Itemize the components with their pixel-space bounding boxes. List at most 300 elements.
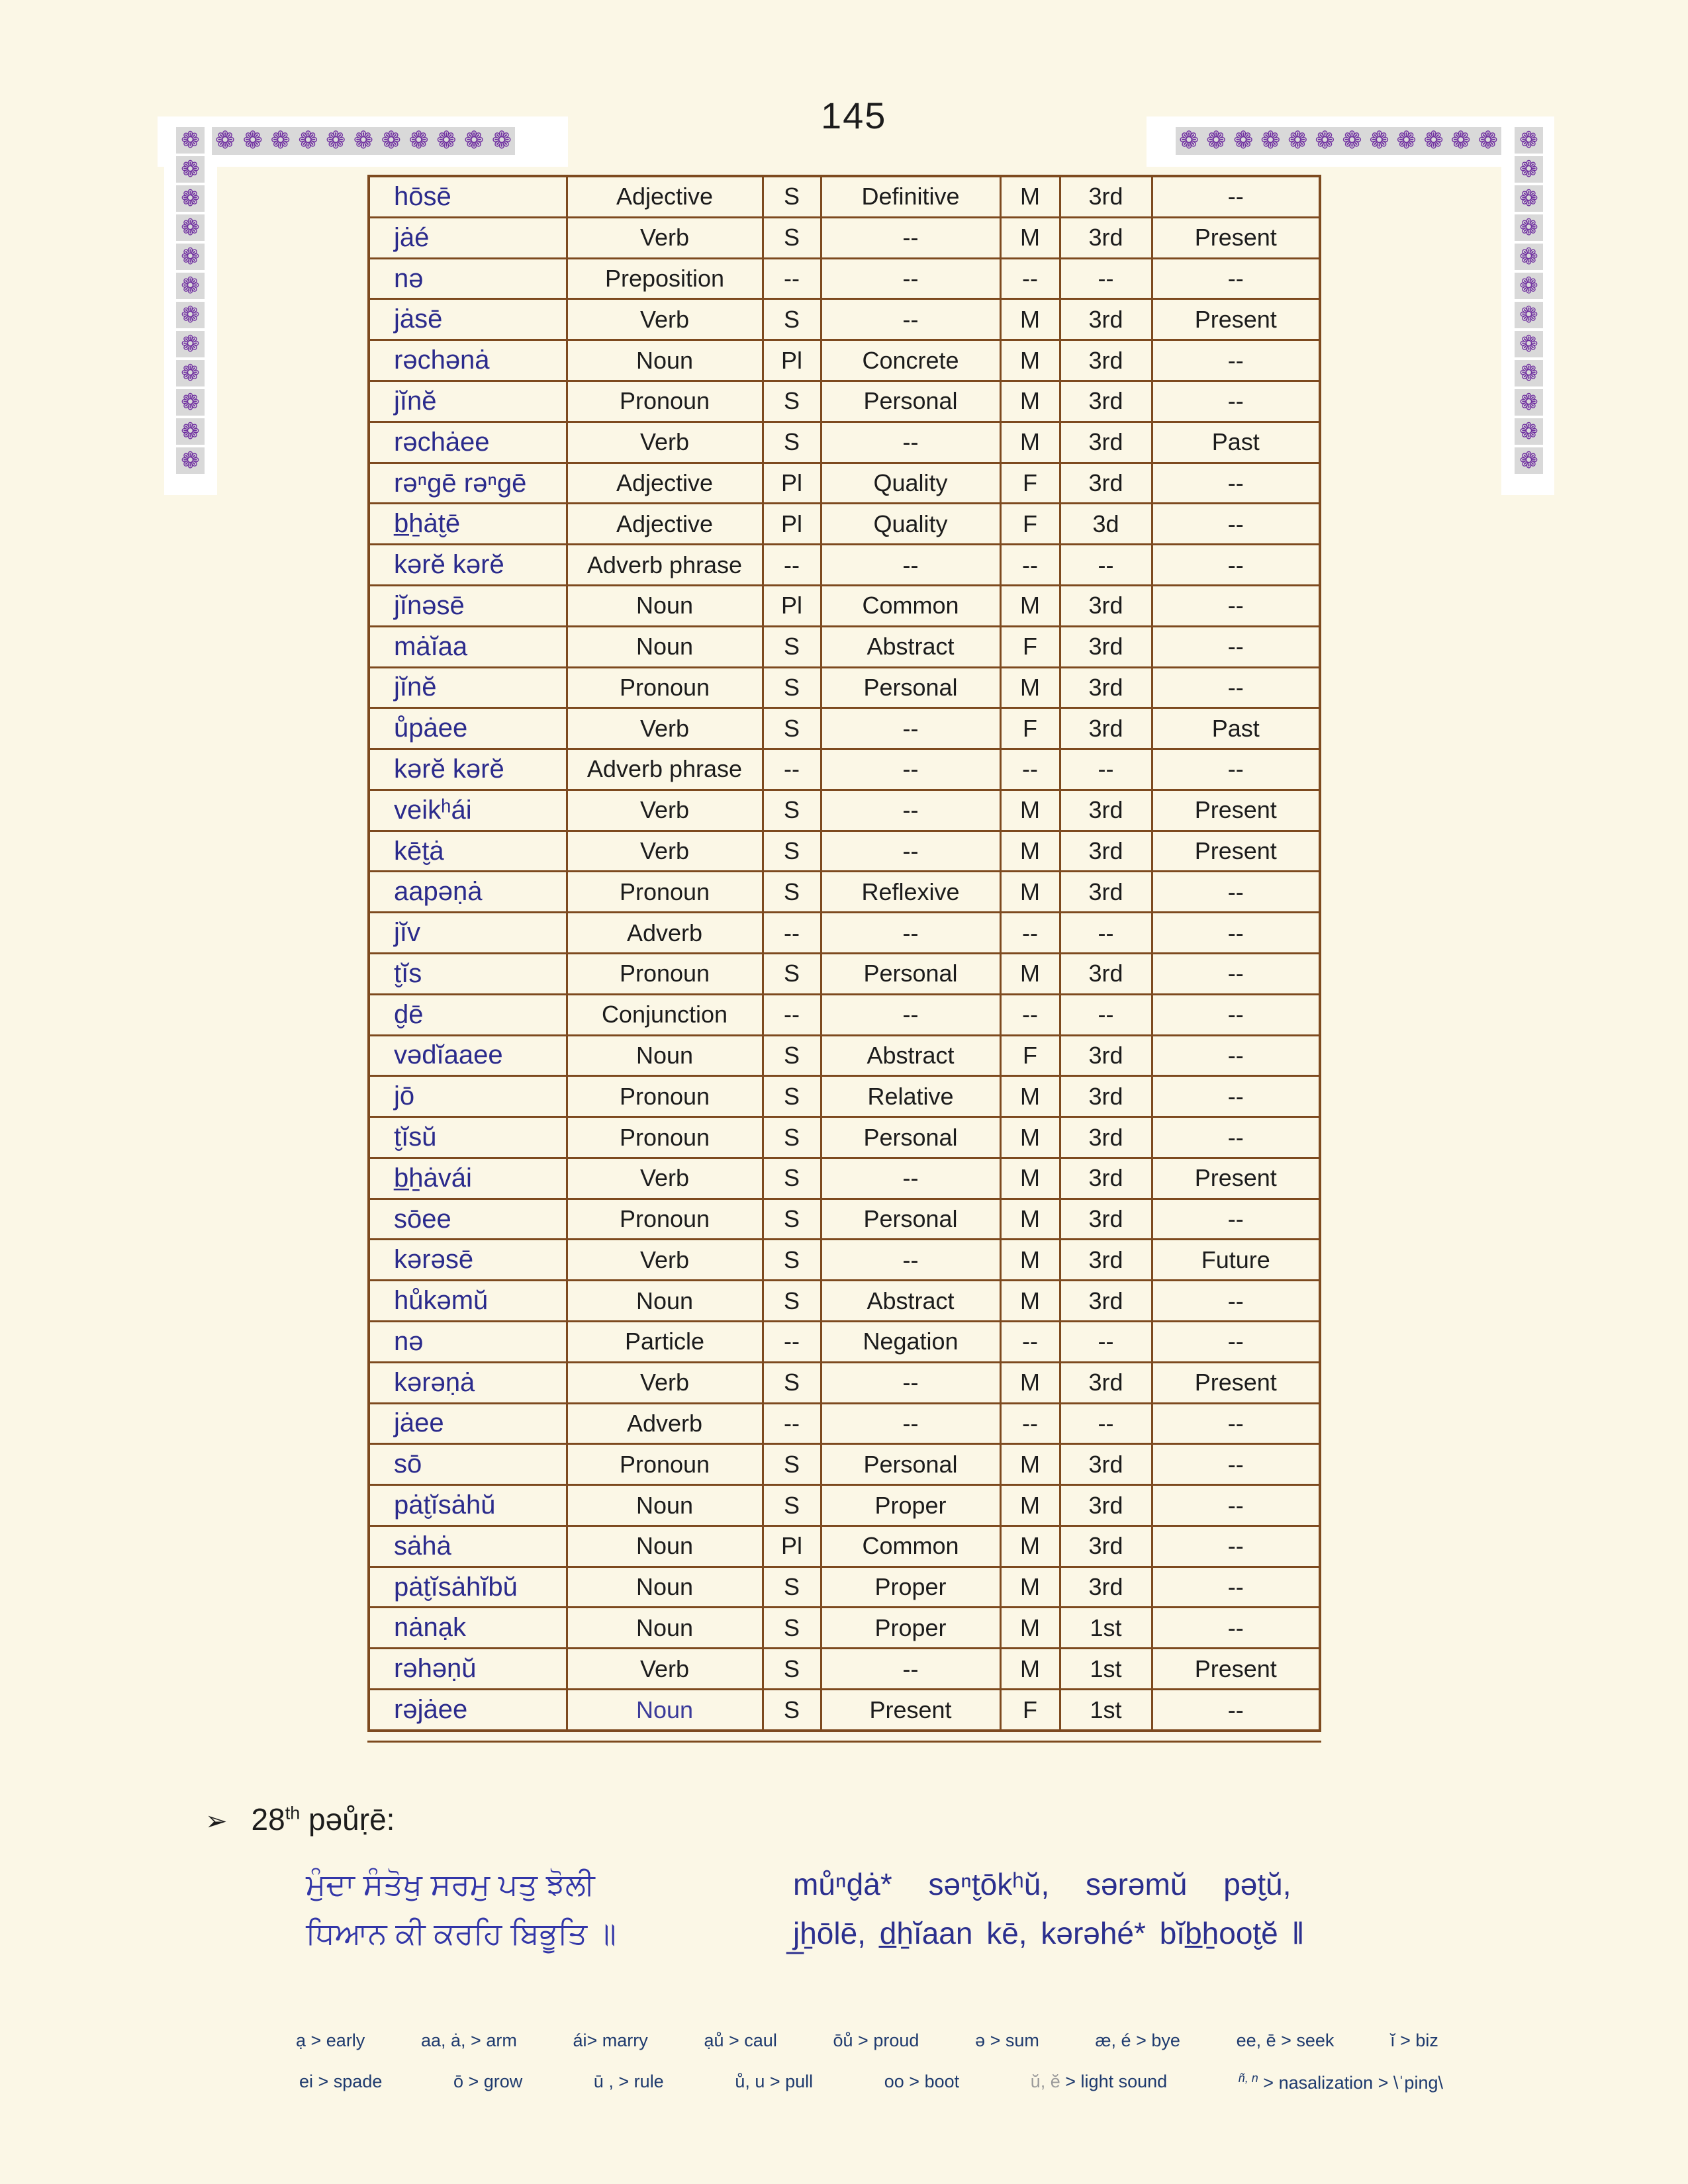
flower-icon: ❁: [464, 127, 485, 154]
cell-tense: Present: [1152, 217, 1320, 258]
table-row: [369, 1240, 1320, 1281]
flower-tile: [176, 360, 205, 387]
cell-part-of-speech: Particle: [567, 1322, 763, 1363]
cell-part-of-speech: Adverb phrase: [567, 545, 763, 586]
cell-word: rəchənȧ: [369, 340, 567, 381]
cell-tense: --: [1152, 340, 1320, 381]
pronunciation-key-row: [299, 2071, 1443, 2093]
flower-icon: ❁: [1519, 389, 1538, 416]
flower-tile: [1515, 214, 1543, 241]
cell-word: jȧee: [369, 1403, 567, 1444]
cell-number: S: [763, 176, 821, 217]
cell-person: 3rd: [1060, 872, 1152, 913]
cell-subtype: Negation: [821, 1322, 1000, 1363]
flower-icon: ❁: [1519, 273, 1538, 299]
cell-person: 3d: [1060, 504, 1152, 545]
cell-subtype: Proper: [821, 1567, 1000, 1608]
flower-icon: ❁: [181, 127, 200, 154]
cell-number: S: [763, 381, 821, 422]
table-row: [369, 422, 1320, 463]
cell-part-of-speech: Noun: [567, 1035, 763, 1076]
cell-part-of-speech: Noun: [567, 1690, 763, 1731]
flower-icon: ❁: [215, 127, 236, 154]
cell-person: 3rd: [1060, 831, 1152, 872]
cell-word: kərəṇȧ: [369, 1362, 567, 1403]
cell-tense: --: [1152, 1690, 1320, 1731]
flower-icon: ❁: [1519, 185, 1538, 212]
transliteration-line: j̲ẖōlē, d̲ẖĭaan kē, kərəhé* bĭb̲ẖoot̮ĕ ‖: [793, 1916, 1305, 1950]
cell-part-of-speech: Verb: [567, 831, 763, 872]
cell-gender: F: [1000, 463, 1060, 504]
cell-gender: M: [1000, 299, 1060, 340]
cell-tense: Past: [1152, 422, 1320, 463]
table-row: [369, 1690, 1320, 1731]
cell-tense: Present: [1152, 299, 1320, 340]
cell-part-of-speech: Adverb: [567, 913, 763, 954]
cell-number: S: [763, 1608, 821, 1649]
cell-word: pȧt̮ĭsȧhŭ: [369, 1485, 567, 1526]
cell-number: S: [763, 626, 821, 667]
cell-part-of-speech: Verb: [567, 217, 763, 258]
cell-word: jȧé: [369, 217, 567, 258]
cell-number: S: [763, 299, 821, 340]
table-row: [369, 708, 1320, 749]
cell-gender: M: [1000, 176, 1060, 217]
cell-number: --: [763, 994, 821, 1035]
cell-subtype: Abstract: [821, 1035, 1000, 1076]
cell-number: Pl: [763, 340, 821, 381]
cell-subtype: --: [821, 913, 1000, 954]
cell-number: S: [763, 1649, 821, 1690]
flower-tile: [1515, 273, 1543, 299]
cell-person: 3rd: [1060, 953, 1152, 994]
flower-icon: ❁: [1233, 127, 1254, 154]
cell-person: 3rd: [1060, 790, 1152, 831]
cell-part-of-speech: Verb: [567, 422, 763, 463]
flower-icon: ❁: [1519, 302, 1538, 328]
table-row: [369, 381, 1320, 422]
table-row: [369, 176, 1320, 217]
flower-tile: [1515, 244, 1543, 270]
flower-icon: ❁: [181, 185, 200, 212]
cell-word: sō: [369, 1444, 567, 1485]
flower-tile: [176, 302, 205, 328]
flower-icon: ❁: [181, 302, 200, 328]
cell-part-of-speech: Verb: [567, 1158, 763, 1199]
cell-tense: --: [1152, 667, 1320, 708]
cell-word: pȧt̮ĭsȧhĭbŭ: [369, 1567, 567, 1608]
cell-subtype: Quality: [821, 504, 1000, 545]
cell-tense: Present: [1152, 1158, 1320, 1199]
table-row: [369, 1158, 1320, 1199]
cell-number: S: [763, 1076, 821, 1117]
cell-gender: --: [1000, 749, 1060, 790]
pronunciation-key-row: [296, 2030, 1438, 2051]
cell-person: --: [1060, 994, 1152, 1035]
cell-number: S: [763, 422, 821, 463]
table-row: [369, 953, 1320, 994]
cell-person: 3rd: [1060, 340, 1152, 381]
cell-gender: M: [1000, 872, 1060, 913]
cell-subtype: Personal: [821, 381, 1000, 422]
cell-person: --: [1060, 545, 1152, 586]
cell-person: 3rd: [1060, 1240, 1152, 1281]
cell-word: rəⁿgē rəⁿgē: [369, 463, 567, 504]
flower-icon: ❁: [1519, 331, 1538, 357]
flower-icon: ❁: [1315, 127, 1335, 154]
cell-gender: F: [1000, 626, 1060, 667]
cell-number: S: [763, 1158, 821, 1199]
arrow-bullet-icon: ➢: [205, 1806, 228, 1837]
cell-subtype: --: [821, 258, 1000, 299]
flower-icon: ❁: [1519, 214, 1538, 241]
flower-icon: ❁: [181, 447, 200, 474]
cell-tense: --: [1152, 1199, 1320, 1240]
cell-part-of-speech: Verb: [567, 708, 763, 749]
cell-number: S: [763, 1199, 821, 1240]
table-row: [369, 1117, 1320, 1158]
key-item: oo > boot: [884, 2071, 960, 2091]
table-row: [369, 258, 1320, 299]
cell-subtype: --: [821, 217, 1000, 258]
cell-part-of-speech: Verb: [567, 1240, 763, 1281]
cell-number: Pl: [763, 463, 821, 504]
cell-gender: F: [1000, 504, 1060, 545]
flower-column-right: [1515, 127, 1543, 474]
cell-part-of-speech: Noun: [567, 1608, 763, 1649]
cell-gender: --: [1000, 994, 1060, 1035]
cell-gender: M: [1000, 1649, 1060, 1690]
flower-icon: ❁: [1179, 127, 1199, 154]
cell-subtype: --: [821, 994, 1000, 1035]
flower-tile: [1515, 331, 1543, 357]
page-number: 145: [821, 95, 887, 136]
cell-subtype: Abstract: [821, 1281, 1000, 1322]
cell-subtype: Common: [821, 585, 1000, 626]
flower-icon: ❁: [181, 331, 200, 357]
cell-subtype: Personal: [821, 1199, 1000, 1240]
cell-subtype: Reflexive: [821, 872, 1000, 913]
flower-icon: ❁: [1519, 244, 1538, 270]
cell-number: S: [763, 217, 821, 258]
cell-word: rəhəṇŭ: [369, 1649, 567, 1690]
cell-number: --: [763, 1322, 821, 1363]
cell-word: veikʰái: [369, 790, 567, 831]
table-row: [369, 872, 1320, 913]
flower-icon: ❁: [326, 127, 346, 154]
cell-word: kərəsē: [369, 1240, 567, 1281]
cell-tense: --: [1152, 1525, 1320, 1567]
cell-person: 3rd: [1060, 463, 1152, 504]
cell-tense: --: [1152, 585, 1320, 626]
cell-subtype: Personal: [821, 953, 1000, 994]
cell-subtype: --: [821, 1403, 1000, 1444]
cell-tense: --: [1152, 545, 1320, 586]
flower-tile: [176, 418, 205, 445]
cell-part-of-speech: Pronoun: [567, 1076, 763, 1117]
cell-subtype: --: [821, 422, 1000, 463]
cell-person: 1st: [1060, 1608, 1152, 1649]
cell-part-of-speech: Noun: [567, 1525, 763, 1567]
cell-tense: Present: [1152, 1649, 1320, 1690]
cell-tense: --: [1152, 381, 1320, 422]
cell-word: nə: [369, 1322, 567, 1363]
cell-word: b̲ẖȧvái: [369, 1158, 567, 1199]
cell-gender: M: [1000, 831, 1060, 872]
transliteration-line: můⁿd̮ȧ* səⁿt̮ōkʰŭ, sərəmŭ pət̮ŭ,: [793, 1867, 1291, 1901]
flower-icon: ❁: [181, 156, 200, 183]
cell-tense: --: [1152, 749, 1320, 790]
table-row: [369, 1035, 1320, 1076]
table-row: [369, 790, 1320, 831]
table-bottom-rule: [367, 1741, 1321, 1743]
cell-tense: Present: [1152, 1362, 1320, 1403]
cell-person: 3rd: [1060, 176, 1152, 217]
cell-part-of-speech: Verb: [567, 790, 763, 831]
flower-tile: [176, 447, 205, 474]
cell-person: 3rd: [1060, 1362, 1152, 1403]
cell-person: 3rd: [1060, 217, 1152, 258]
cell-number: --: [763, 749, 821, 790]
cell-person: 3rd: [1060, 1525, 1152, 1567]
cell-part-of-speech: Preposition: [567, 258, 763, 299]
cell-tense: --: [1152, 1117, 1320, 1158]
cell-person: --: [1060, 1403, 1152, 1444]
cell-gender: M: [1000, 217, 1060, 258]
flower-tile: [1515, 360, 1543, 387]
key-item: ů, u > pull: [735, 2071, 814, 2091]
key-item-nasalization: $^{ñ, n}$ > nasalization > \ˈping\: [1238, 2071, 1443, 2093]
table-row: [369, 1649, 1320, 1690]
flower-tile: [176, 389, 205, 416]
flower-icon: ❁: [408, 127, 429, 154]
flower-tile: [1515, 185, 1543, 212]
cell-gender: M: [1000, 1608, 1060, 1649]
cell-tense: --: [1152, 872, 1320, 913]
flower-icon: ❁: [1260, 127, 1281, 154]
cell-person: 3rd: [1060, 381, 1152, 422]
section-heading: [205, 1801, 395, 1837]
cell-person: --: [1060, 258, 1152, 299]
cell-part-of-speech: Noun: [567, 585, 763, 626]
flower-tile: [1515, 418, 1543, 445]
cell-number: S: [763, 1485, 821, 1526]
flower-icon: ❁: [1519, 447, 1538, 474]
cell-word: jō: [369, 1076, 567, 1117]
key-item: æ, é > bye: [1095, 2030, 1180, 2050]
cell-tense: --: [1152, 994, 1320, 1035]
cell-subtype: --: [821, 1362, 1000, 1403]
cell-tense: --: [1152, 1403, 1320, 1444]
cell-part-of-speech: Pronoun: [567, 872, 763, 913]
cell-part-of-speech: Verb: [567, 1362, 763, 1403]
cell-part-of-speech: Noun: [567, 1567, 763, 1608]
cell-person: --: [1060, 749, 1152, 790]
cell-gender: --: [1000, 1403, 1060, 1444]
cell-part-of-speech: Pronoun: [567, 1199, 763, 1240]
cell-person: 3rd: [1060, 1281, 1152, 1322]
cell-subtype: Proper: [821, 1608, 1000, 1649]
flower-tile: [1515, 156, 1543, 183]
cell-word: b̲ẖȧt̮ē: [369, 504, 567, 545]
cell-subtype: --: [821, 1240, 1000, 1281]
cell-word: hōsē: [369, 176, 567, 217]
cell-number: S: [763, 872, 821, 913]
flower-tile: [176, 244, 205, 270]
cell-word: kərĕ kərĕ: [369, 749, 567, 790]
table-row: [369, 994, 1320, 1035]
table-row: [369, 545, 1320, 586]
cell-tense: --: [1152, 176, 1320, 217]
cell-tense: --: [1152, 463, 1320, 504]
table-row: [369, 1567, 1320, 1608]
cell-gender: M: [1000, 667, 1060, 708]
flower-column-left: [176, 127, 205, 474]
flower-tile: [176, 185, 205, 212]
cell-gender: M: [1000, 422, 1060, 463]
flower-tile: [1515, 302, 1543, 328]
cell-word: kərĕ kərĕ: [369, 545, 567, 586]
flower-strip-top-right: [1176, 127, 1501, 155]
cell-gender: M: [1000, 790, 1060, 831]
cell-gender: M: [1000, 340, 1060, 381]
gurmukhi-line: ਧਿਆਨ ਕੀ ਕਰਹਿ ਬਿਭੂਤਿ ॥: [306, 1916, 616, 1950]
flower-icon: ❁: [1519, 156, 1538, 183]
cell-part-of-speech: Noun: [567, 1281, 763, 1322]
cell-number: Pl: [763, 504, 821, 545]
cell-number: S: [763, 1117, 821, 1158]
cell-number: S: [763, 953, 821, 994]
cell-part-of-speech: Adverb: [567, 1403, 763, 1444]
cell-person: 3rd: [1060, 667, 1152, 708]
table-row: [369, 1485, 1320, 1526]
transliteration-verse: [793, 1860, 1305, 1958]
cell-tense: Past: [1152, 708, 1320, 749]
cell-part-of-speech: Pronoun: [567, 953, 763, 994]
flower-icon: ❁: [436, 127, 457, 154]
cell-word: aapəṇȧ: [369, 872, 567, 913]
cell-subtype: --: [821, 545, 1000, 586]
cell-word: hůkəmŭ: [369, 1281, 567, 1322]
cell-subtype: --: [821, 1649, 1000, 1690]
cell-part-of-speech: Adjective: [567, 176, 763, 217]
table-row: [369, 299, 1320, 340]
flower-icon: ❁: [1288, 127, 1308, 154]
cell-part-of-speech: Adverb phrase: [567, 749, 763, 790]
cell-word: nə: [369, 258, 567, 299]
cell-tense: --: [1152, 1035, 1320, 1076]
table-row: [369, 626, 1320, 667]
gurmukhi-line: ਮੁੰਦਾ ਸੰਤੋਖੁ ਸਰਮੁ ਪਤੁ ਝੋਲੀ: [306, 1867, 595, 1901]
cell-word: jĭnĕ: [369, 381, 567, 422]
cell-number: --: [763, 913, 821, 954]
flower-icon: ❁: [181, 360, 200, 387]
table-row: [369, 504, 1320, 545]
cell-part-of-speech: Pronoun: [567, 667, 763, 708]
cell-person: 3rd: [1060, 422, 1152, 463]
flower-icon: ❁: [181, 244, 200, 270]
cell-part-of-speech: Verb: [567, 1649, 763, 1690]
key-item: ə > sum: [975, 2030, 1039, 2050]
cell-number: S: [763, 667, 821, 708]
cell-person: 3rd: [1060, 1117, 1152, 1158]
cell-number: S: [763, 1240, 821, 1281]
cell-part-of-speech: Adjective: [567, 463, 763, 504]
flower-icon: ❁: [1519, 127, 1538, 154]
table-row: [369, 1322, 1320, 1363]
cell-word: ůpȧee: [369, 708, 567, 749]
cell-gender: M: [1000, 1117, 1060, 1158]
key-item: ū , > rule: [593, 2071, 664, 2091]
cell-subtype: Definitive: [821, 176, 1000, 217]
cell-tense: Present: [1152, 831, 1320, 872]
flower-icon: ❁: [1206, 127, 1227, 154]
cell-number: S: [763, 1281, 821, 1322]
cell-person: 3rd: [1060, 1158, 1152, 1199]
cell-tense: --: [1152, 913, 1320, 954]
cell-gender: --: [1000, 913, 1060, 954]
cell-number: Pl: [763, 585, 821, 626]
cell-person: 3rd: [1060, 1567, 1152, 1608]
cell-tense: Present: [1152, 790, 1320, 831]
cell-gender: M: [1000, 1525, 1060, 1567]
cell-part-of-speech: Verb: [567, 299, 763, 340]
nasal-superscript: ñ, n: [1238, 2071, 1258, 2085]
cell-number: S: [763, 1035, 821, 1076]
cell-tense: --: [1152, 504, 1320, 545]
cell-gender: M: [1000, 1199, 1060, 1240]
cell-word: jȧsē: [369, 299, 567, 340]
cell-subtype: --: [821, 790, 1000, 831]
key-item: ạ > early: [296, 2030, 365, 2050]
flower-icon: ❁: [1477, 127, 1498, 154]
flower-icon: ❁: [353, 127, 374, 154]
cell-number: S: [763, 831, 821, 872]
cell-subtype: --: [821, 749, 1000, 790]
flower-icon: ❁: [270, 127, 291, 154]
table-row: [369, 831, 1320, 872]
cell-tense: Future: [1152, 1240, 1320, 1281]
cell-tense: --: [1152, 953, 1320, 994]
cell-number: S: [763, 708, 821, 749]
cell-tense: --: [1152, 1076, 1320, 1117]
cell-part-of-speech: Adjective: [567, 504, 763, 545]
key-item: ō > grow: [453, 2071, 523, 2091]
cell-gender: M: [1000, 585, 1060, 626]
cell-person: 3rd: [1060, 1035, 1152, 1076]
flower-tile: [1515, 447, 1543, 474]
cell-person: 1st: [1060, 1649, 1152, 1690]
cell-gender: M: [1000, 1240, 1060, 1281]
cell-part-of-speech: Conjunction: [567, 994, 763, 1035]
cell-person: 3rd: [1060, 585, 1152, 626]
table-row: [369, 1281, 1320, 1322]
cell-tense: --: [1152, 1281, 1320, 1322]
cell-tense: --: [1152, 1322, 1320, 1363]
cell-gender: F: [1000, 1690, 1060, 1731]
flower-icon: ❁: [1369, 127, 1389, 154]
cell-tense: --: [1152, 1567, 1320, 1608]
cell-gender: F: [1000, 708, 1060, 749]
cell-word: t̮ĭsŭ: [369, 1117, 567, 1158]
flower-icon: ❁: [1423, 127, 1444, 154]
cell-person: 1st: [1060, 1690, 1152, 1731]
cell-number: --: [763, 1403, 821, 1444]
flower-icon: ❁: [381, 127, 401, 154]
flower-tile: [176, 331, 205, 357]
flower-icon: ❁: [1396, 127, 1417, 154]
table-row: [369, 913, 1320, 954]
